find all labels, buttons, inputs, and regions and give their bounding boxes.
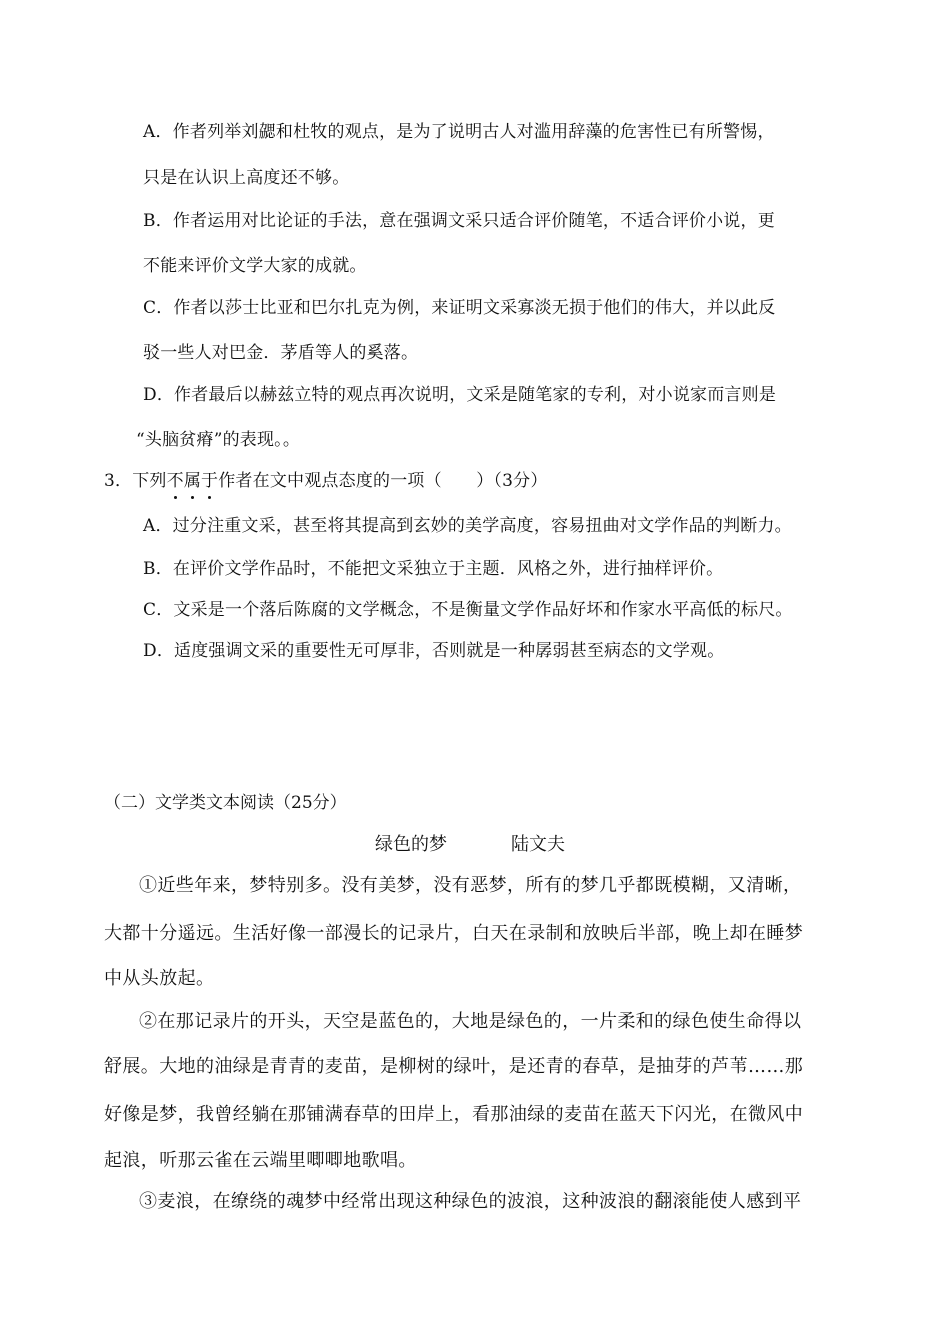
q3-option-a: A．过分注重文采，甚至将其提高到玄妙的美学高度，容易扭曲对文学作品的判断力。 bbox=[143, 516, 792, 536]
q2-option-b-line1: B．作者运用对比论证的手法，意在强调文采只适合评价随笔，不适合评价小说，更 bbox=[143, 211, 775, 231]
passage-p1-line3: 中从头放起。 bbox=[104, 968, 215, 989]
passage-p2-line4: 起浪，听那云雀在云端里唧唧地歌唱。 bbox=[104, 1150, 417, 1171]
q3-emphasis-char: 不 bbox=[166, 471, 184, 491]
passage-p1-line2: 大都十分遥远。生活好像一部漫长的记录片，白天在录制和放映后半部，晚上却在睡梦 bbox=[104, 923, 804, 944]
q3-stem-suffix: 作者在文中观点态度的一项（ ）（3分） bbox=[218, 471, 548, 491]
q3-stem-prefix: 3．下列 bbox=[104, 471, 167, 491]
q3-emphasis-char: 属 bbox=[183, 471, 202, 491]
q3-option-c: C．文采是一个落后陈腐的文学概念，不是衡量文学作品好坏和作家水平高低的标尺。 bbox=[143, 600, 793, 620]
q2-option-b-line2: 不能来评价文学大家的成就。 bbox=[143, 256, 367, 276]
passage-p2-line3: 好像是梦，我曾经躺在那铺满春草的田岸上，看那油绿的麦苗在蓝天下闪光，在微风中 bbox=[104, 1104, 804, 1125]
q2-option-c-line2: 驳一些人对巴金．茅盾等人的奚落。 bbox=[143, 343, 419, 363]
q2-option-a-line2: 只是在认识上高度还不够。 bbox=[143, 168, 350, 188]
passage-p2-line2: 舒展。大地的油绿是青青的麦苗，是柳树的绿叶，是还青的春草，是抽芽的芦苇……那 bbox=[104, 1056, 804, 1077]
q2-option-a-line1: A．作者列举刘勰和杜牧的观点，是为了说明古人对滥用辞藻的危害性已有所警惕， bbox=[143, 122, 775, 142]
passage-p2-line1: ②在那记录片的开头，天空是蓝色的，大地是绿色的，一片柔和的绿色使生命得以 bbox=[139, 1011, 802, 1032]
q2-option-d-line2: “头脑贫瘠”的表现。。 bbox=[136, 430, 301, 450]
passage-p3-line1: ③麦浪，在缭绕的魂梦中经常出现这种绿色的波浪，这种波浪的翻滚能使人感到平 bbox=[139, 1191, 802, 1212]
q2-option-d-line1: D．作者最后以赫兹立特的观点再次说明，文采是随笔家的专利，对小说家而言则是 bbox=[143, 385, 777, 405]
q3-option-b: B．在评价文学作品时，不能把文采独立于主题．风格之外，进行抽样评价。 bbox=[143, 559, 724, 579]
article-author: 陆文夫 bbox=[511, 834, 565, 855]
passage-p1-line1: ①近些年来，梦特别多。没有美梦，没有恶梦，所有的梦几乎都既模糊，又清晰， bbox=[139, 875, 802, 896]
article-title: 绿色的梦 bbox=[375, 834, 447, 855]
q3-stem bbox=[104, 473, 548, 490]
q3-emphasis-char: 于 bbox=[201, 471, 219, 491]
q3-option-d: D．适度强调文采的重要性无可厚非，否则就是一种孱弱甚至病态的文学观。 bbox=[143, 641, 725, 661]
q2-option-c-line1: C．作者以莎士比亚和巴尔扎克为例，来证明文采寡淡无损于他们的伟大，并以此反 bbox=[143, 298, 776, 318]
section-heading: （二）文学类文本阅读（25分） bbox=[104, 793, 347, 813]
article-title-line bbox=[375, 836, 565, 854]
